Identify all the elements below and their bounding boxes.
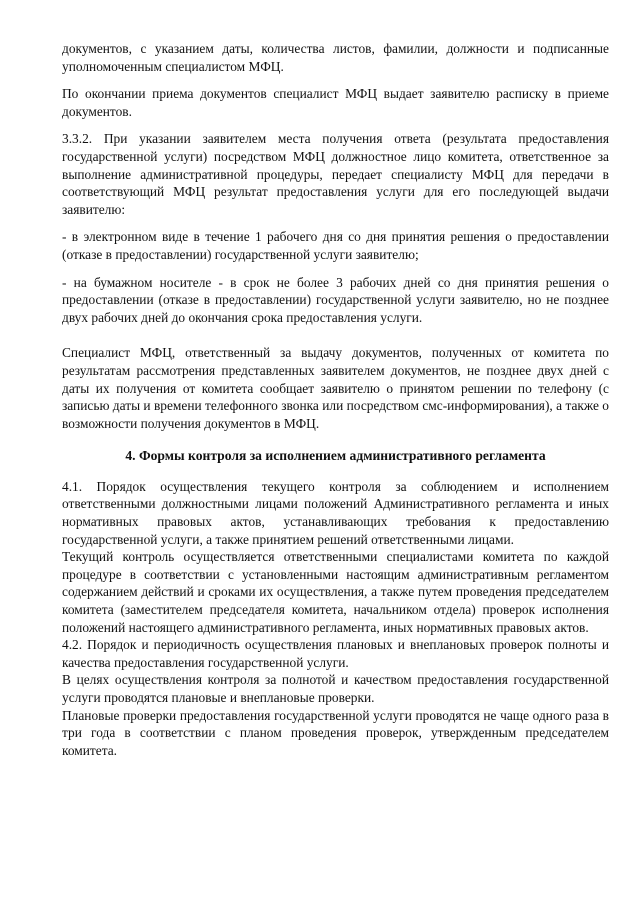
paragraph-4-2: 4.2. Порядок и периодичность осуществления плановых и внеплановых проверок полноты и качества предоставления государственной услуги. — [62, 637, 609, 670]
paragraph-receipt: По окончании приема документов специалист МФЦ выдает заявителю расписку в приеме документов. — [62, 86, 609, 119]
paragraph-electronic-form: - в электронном виде в течение 1 рабочего дня со дня принятия решения о предоставлении (отказе в предоставлении) государственной услуги заявителю; — [62, 229, 609, 262]
paragraph-current-control: Текущий контроль осуществляется ответственными специалистами комитета по каждой процедуре в соответствии с установленными настоящим административным регламентом содержанием действий и сроками их осуществления, а также путем проведения председателем комитета (заместителем председателя комитета, начальником отдела) проверок исполнения положений настоящего административного регламента, иных нормативных правовых актов. — [62, 549, 609, 635]
paragraph-documents-signed: документов, с указанием даты, количества листов, фамилии, должности и подписанные уполномоченным специалистом МФЦ. — [62, 41, 609, 74]
document-page — [62, 40, 609, 759]
paragraph-4-1: 4.1. Порядок осуществления текущего контроля за соблюдением и исполнением ответственными должностными лицами положений Административного регламента и иных нормативных правовых актов, устанавливающих требования к предоставлению государственной услуги, а также принятием решений ответственными лицами. — [62, 478, 609, 547]
paragraph-control-purpose: В целях осуществления контроля за полнотой и качеством предоставления государственной услуги проводятся плановые и внеплановые проверки. — [62, 672, 609, 705]
paragraph-mfc-specialist: Специалист МФЦ, ответственный за выдачу документов, полученных от комитета по результатам рассмотрения представленных заявителем документов, не позднее двух дней с даты их получения от комитета сообщает заявителю о принятом решении по телефону (с записью даты и времени телефонного звонка или посредством смс-информирования), а также о возможности получения документов в МФЦ. — [62, 345, 609, 431]
section-heading: 4. Формы контроля за исполнением административного регламента — [125, 448, 546, 464]
paragraph-planned-checks: Плановые проверки предоставления государственной услуги проводятся не чаще одного раза в три года в соответствии с планом проведения проверок, утвержденным председателем комитета. — [62, 707, 609, 758]
paragraph-paper-form: - на бумажном носителе - в срок не более 3 рабочих дней со дня принятия решения о предоставлении (отказе в предоставлении) государственной услуги заявителю, но не позднее двух рабочих дней до окончания срока предоставления услуги. — [62, 274, 609, 325]
paragraph-3-3-2: 3.3.2. При указании заявителем места получения ответа (результата предоставления государственной услуги) посредством МФЦ должностное лицо комитета, ответственное за выполнение административной процедуры, передает специалисту МФЦ для передачи в соответствующий МФЦ результат предоставления услуги для его последующей выдачи заявителю: — [62, 131, 609, 217]
